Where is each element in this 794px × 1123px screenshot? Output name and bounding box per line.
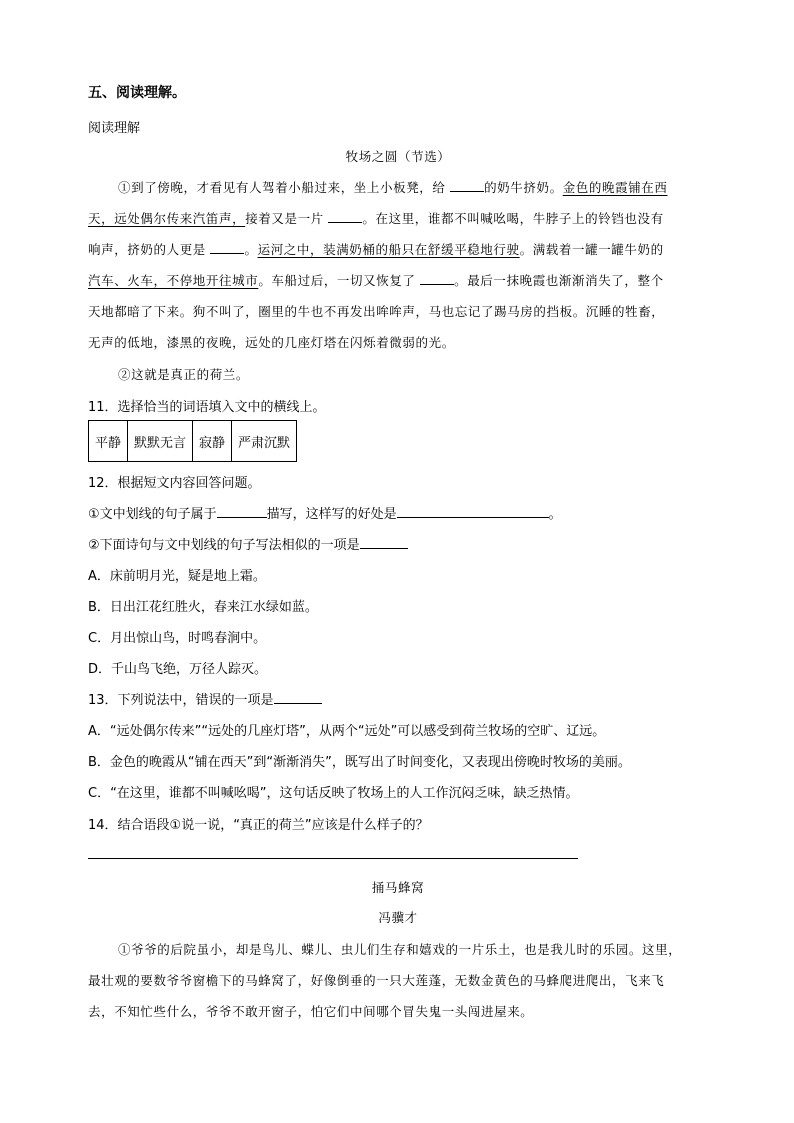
- passage1-line-3: 响声，挤奶的人更是 。运河之中，装满奶桶的船只在舒缓平稳地行驶。满载着一罐一罐牛奶的: [88, 242, 664, 257]
- question-11: 11．选择恰当的词语填入文中的横线上。: [88, 400, 326, 415]
- question-12-sub1: ①文中划线的句子属于 描写，这样写的好处是 。: [88, 507, 562, 522]
- choice-c: C．“在这里，谁都不叫喊吆喝”，这句话反映了牧场上的人工作沉闷乏味，缺乏热情。: [88, 786, 579, 801]
- passage1-line-2: 天，远处偶尔传来汽笛声，接着又是一片 。在这里，谁都不叫喊吆喝，牛脖子上的铃铛也没有: [88, 211, 664, 226]
- choice-d: D．千山鸟飞绝，万径人踪灭。: [88, 662, 268, 677]
- choice-b: B．金色的晚霞从“铺在西天”到“渐渐消失”，既写出了时间变化，又表现出傍晚时牧场的美丽。: [88, 755, 631, 770]
- answer-blank[interactable]: [217, 505, 267, 518]
- passage1-line-5: 天地都暗了下来。狗不叫了，圈里的牛也不再发出哞哞声，马也忘记了踢马房的挡板。沉睡的牲畜，: [88, 304, 665, 319]
- word-option: 平静: [89, 421, 128, 462]
- passage1-line-4: 汽车、火车，不停地开往城市。车船过后，一切又恢复了 。最后一抹晚霞也渐渐消失了，整个: [88, 273, 664, 288]
- choice-a: A．床前明月光，疑是地上霜。: [88, 569, 266, 584]
- word-option: 默默无言: [128, 421, 193, 462]
- question-12: 12．根据短文内容回答问题。: [88, 476, 261, 491]
- passage1-line-1: ①到了傍晚，才看见有人驾着小船过来，坐上小板凳，给 的奶牛挤奶。金色的晚霞铺在西: [118, 180, 668, 195]
- word-option: 寂静: [193, 421, 232, 462]
- blank-4: [420, 272, 454, 285]
- passage1-line-6: 无声的低地，漆黑的夜晚，远处的几座灯塔在闪烁着微弱的光。: [88, 335, 455, 350]
- word-option: 严肃沉默: [232, 421, 297, 462]
- passage2-title: 捅马蜂窝: [371, 880, 425, 895]
- section-title: 五、阅读理解。: [88, 85, 186, 101]
- passage2-line-3: 去，不知忙些什么，爷爷不敢开窗子，怕它们中间哪个冒失鬼一头闯进屋来。: [88, 1004, 534, 1019]
- choice-c: C．月出惊山鸟，时鸣春涧中。: [88, 631, 267, 646]
- choice-a: A．“远处偶尔传来”“远处的几座灯塔”，从两个“远处”可以感受到荷兰牧场的空旷、辽远。: [88, 724, 606, 739]
- passage1-line-7: ②这就是真正的荷兰。: [118, 367, 250, 382]
- blank-1: [450, 179, 484, 192]
- word-options-table: [88, 420, 297, 462]
- answer-blank[interactable]: [274, 691, 322, 704]
- question-13: 13．下列说法中，错误的一项是: [88, 689, 322, 708]
- question-12-sub2: ②下面诗句与文中划线的句子写法相似的一项是: [88, 534, 408, 553]
- passage2-line-2: 最壮观的要数爷爷窗檐下的马蜂窝了，好像倒垂的一只大莲蓬，无数金黄色的马蜂爬进爬出，飞来飞: [88, 973, 665, 988]
- passage2-author: 冯骥才: [378, 910, 418, 925]
- choice-b: B．日出江花红胜火，春来江水绿如蓝。: [88, 600, 318, 615]
- passage2-line-1: ①爷爷的后院虽小，却是鸟儿、蝶儿、虫儿们生存和嬉戏的一片乐土，也是我儿时的乐园。这里，: [118, 942, 682, 957]
- underlined-sentence-2: 运河之中，装满奶桶的船只在舒缓平稳地行驶: [257, 242, 520, 257]
- answer-blank[interactable]: [360, 536, 408, 549]
- question-14: 14．结合语段①说一说，“真正的荷兰”应该是什么样子的？: [88, 818, 429, 833]
- blank-2: [328, 210, 362, 223]
- answer-line[interactable]: [88, 858, 578, 859]
- answer-blank[interactable]: [397, 505, 549, 518]
- underlined-sentence-1: 金色的晚霞铺在西: [562, 180, 668, 195]
- blank-3: [210, 241, 244, 254]
- passage1-title: 牧场之圆（节选）: [345, 149, 451, 164]
- section-subtitle: 阅读理解: [88, 121, 141, 136]
